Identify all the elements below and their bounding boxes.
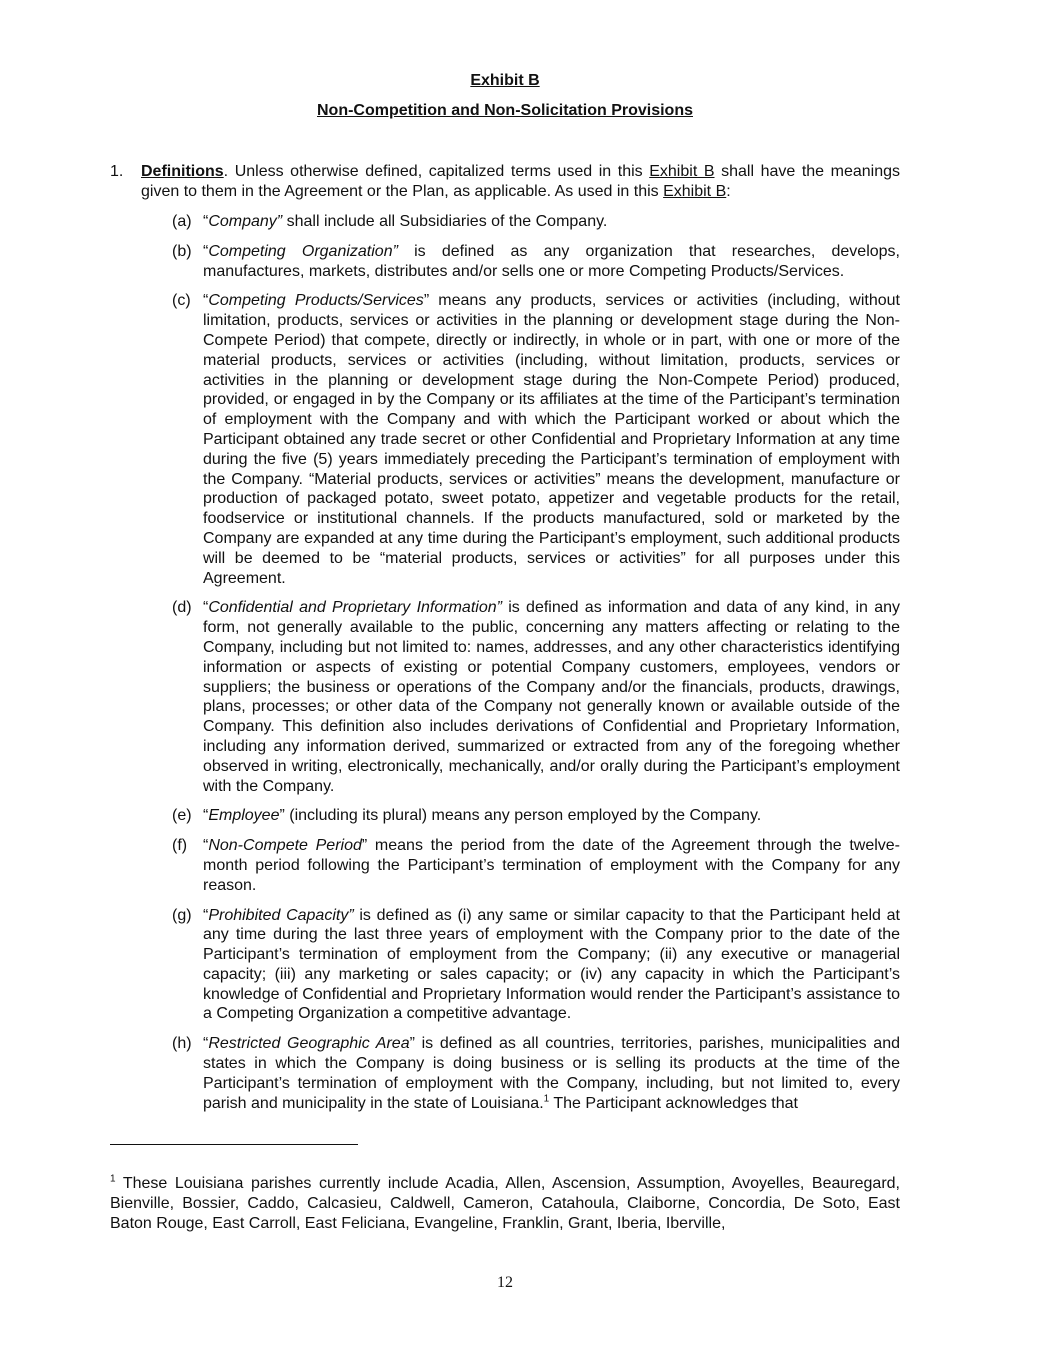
page-number: 12: [497, 1274, 513, 1291]
exhibit-reference-1: Exhibit B: [649, 163, 715, 180]
open-quote: “: [203, 292, 209, 310]
definition-text: ” (including its plural) means any person employed by the Company.: [279, 807, 762, 825]
definition-item-restricted-geographic-area: [172, 1034, 900, 1113]
item-label: (e): [172, 807, 192, 825]
definition-text: is defined as any organization that researches, develops, manufactures, markets, distributes and/or sells one or more Competing Products/Services.: [203, 242, 901, 280]
exhibit-reference-2: Exhibit B: [663, 182, 727, 200]
item-label: (f): [172, 837, 188, 855]
exhibit-subtitle: Non-Competition and Non-Solicitation Provisions: [317, 102, 693, 119]
item-label: (b): [172, 242, 192, 260]
defined-term: Prohibited Capacity”: [208, 906, 354, 924]
section-intro: [141, 162, 900, 202]
section-intro-text-2: shall have the meanings given to them in the Agreement or the Plan, as applicable. As used in this: [141, 163, 901, 200]
section-number: 1.: [110, 163, 124, 180]
definition-text: is defined as information and data of any kind, in any form, not generally available to the public, concerning any matters affecting or relating to the Company, including but not limited to: names, addresses, and any other characteristics identifying information or aspects of existing or potential Company customers, employees, vendors or suppliers; the business or operations of the Company and/or the financials, products, drawings, plans, processes; or other data of the Company not generally known or available outside of the Company. This definition also includes derivations of Confidential and Proprietary Information, including any information derived, summarized or extracted from any of the foregoing whether observed in writing, electronically, mechanically, and/or orally during the Participant’s employment with the Company.: [203, 599, 901, 795]
item-label: (h): [172, 1035, 192, 1053]
definition-item-company: [172, 212, 900, 232]
definition-item-competing-organization: [172, 242, 900, 282]
defined-term: Competing Organization”: [208, 242, 398, 260]
open-quote: “: [203, 213, 209, 230]
definition-item-non-compete-period: [172, 836, 900, 895]
defined-term: Employee: [208, 807, 280, 825]
defined-term: Competing Products/Services: [208, 292, 424, 310]
item-label: (g): [172, 906, 192, 924]
defined-term: Non-Compete Period: [208, 837, 362, 855]
definition-list: [172, 212, 900, 1123]
item-label: (a): [172, 213, 192, 230]
defined-term: Restricted Geographic Area: [208, 1035, 410, 1053]
section-heading: Definitions: [141, 163, 224, 180]
item-label: (d): [172, 599, 192, 617]
definition-item-prohibited-capacity: [172, 906, 900, 1025]
section-intro-text-1: . Unless otherwise defined, capitalized terms used in this: [223, 163, 650, 180]
open-quote: “: [203, 837, 209, 855]
footnote: [110, 1174, 900, 1233]
definition-text: is defined as (i) any same or similar capacity to that the Participant held at any time during the last three years of employment with the Company prior to the date of the Participant’s termination of employment from the Company; (ii) any executive or managerial capacity; (iii) any marketing or sales capacity; or (iv) any capacity in which the Participant’s knowledge of Confidential and Proprietary Information would render the Participant’s assistance to a Competing Organization a competitive advantage.: [203, 906, 901, 1023]
footnote-divider: [110, 1144, 358, 1145]
definition-item-confidential-information: [172, 598, 900, 796]
defined-term: Company”: [208, 213, 283, 230]
open-quote: “: [203, 599, 209, 617]
open-quote: “: [203, 807, 209, 825]
exhibit-title: Exhibit B: [470, 72, 540, 89]
open-quote: “: [203, 1035, 209, 1053]
open-quote: “: [203, 906, 209, 924]
definitions-section: [110, 162, 900, 202]
footnote-text: These Louisiana parishes currently include Acadia, Allen, Ascension, Assumption, Avoyelles, Beauregard, Bienville, Bossier, Caddo, Calcasieu, Caldwell, Cameron, Catahoula, Claiborne, Concordia, De Soto, East Baton Rouge, East Carroll, East Feliciana, Evangeline, Franklin, Grant, Iberia, Iberville,: [110, 1175, 900, 1232]
definition-text: ” means any products, services or activities (including, without limitation, products, services or activities in the planning or development stage during the Non-Compete Period) that compete, directly or indirectly, in whole or in part, with one or more of the material products, services or activities (including, without limitation, products, services or activities in the planning or development stage during the Non-Compete Period) produced, provided, or engaged in by the Company or its affiliates at the time of the Participant’s termination of employment with the Company and with which the Participant worked or about which the Participant obtained any trade secret or other Confidential and Proprietary Information at any time during the five (5) years immediately preceding the Participant’s termination of employment with the Company. “Material products, services or activities” means the development, manufacture or production of packaged potato, sweet potato, appetizer and vegetable products for the retail, foodservice or institutional channels. If the products manufactured, sold or marketed by the Company are expanded at any time during the Participant’s employment, such additional products will be deemed to be “material products, services or activities” for all purposes under this Agreement.: [203, 292, 900, 587]
item-label: (c): [172, 292, 191, 310]
open-quote: “: [203, 242, 209, 260]
definition-item-employee: [172, 806, 900, 826]
footnote-reference[interactable]: 1: [543, 1093, 550, 1105]
section-intro-text-3: :: [726, 182, 731, 200]
definition-text: ” is defined as all countries, territories, parishes, municipalities and states in which the Company is doing business or is selling its products at the time of the Participant’s termination of employment with the Company, including, but not limited to, every parish and municipality in the state of Louisiana.: [203, 1035, 901, 1112]
footnote-marker: 1: [110, 1173, 116, 1185]
definition-item-competing-products: [172, 291, 900, 588]
definition-text-continued: The Participant acknowledges that: [549, 1094, 798, 1112]
definition-text: shall include all Subsidiaries of the Company.: [282, 213, 608, 230]
definition-text: ” means the period from the date of the Agreement through the twelve-month period following the Participant’s termination of employment with the Company for any reason.: [203, 837, 901, 894]
defined-term: Confidential and Proprietary Information”: [208, 599, 502, 617]
